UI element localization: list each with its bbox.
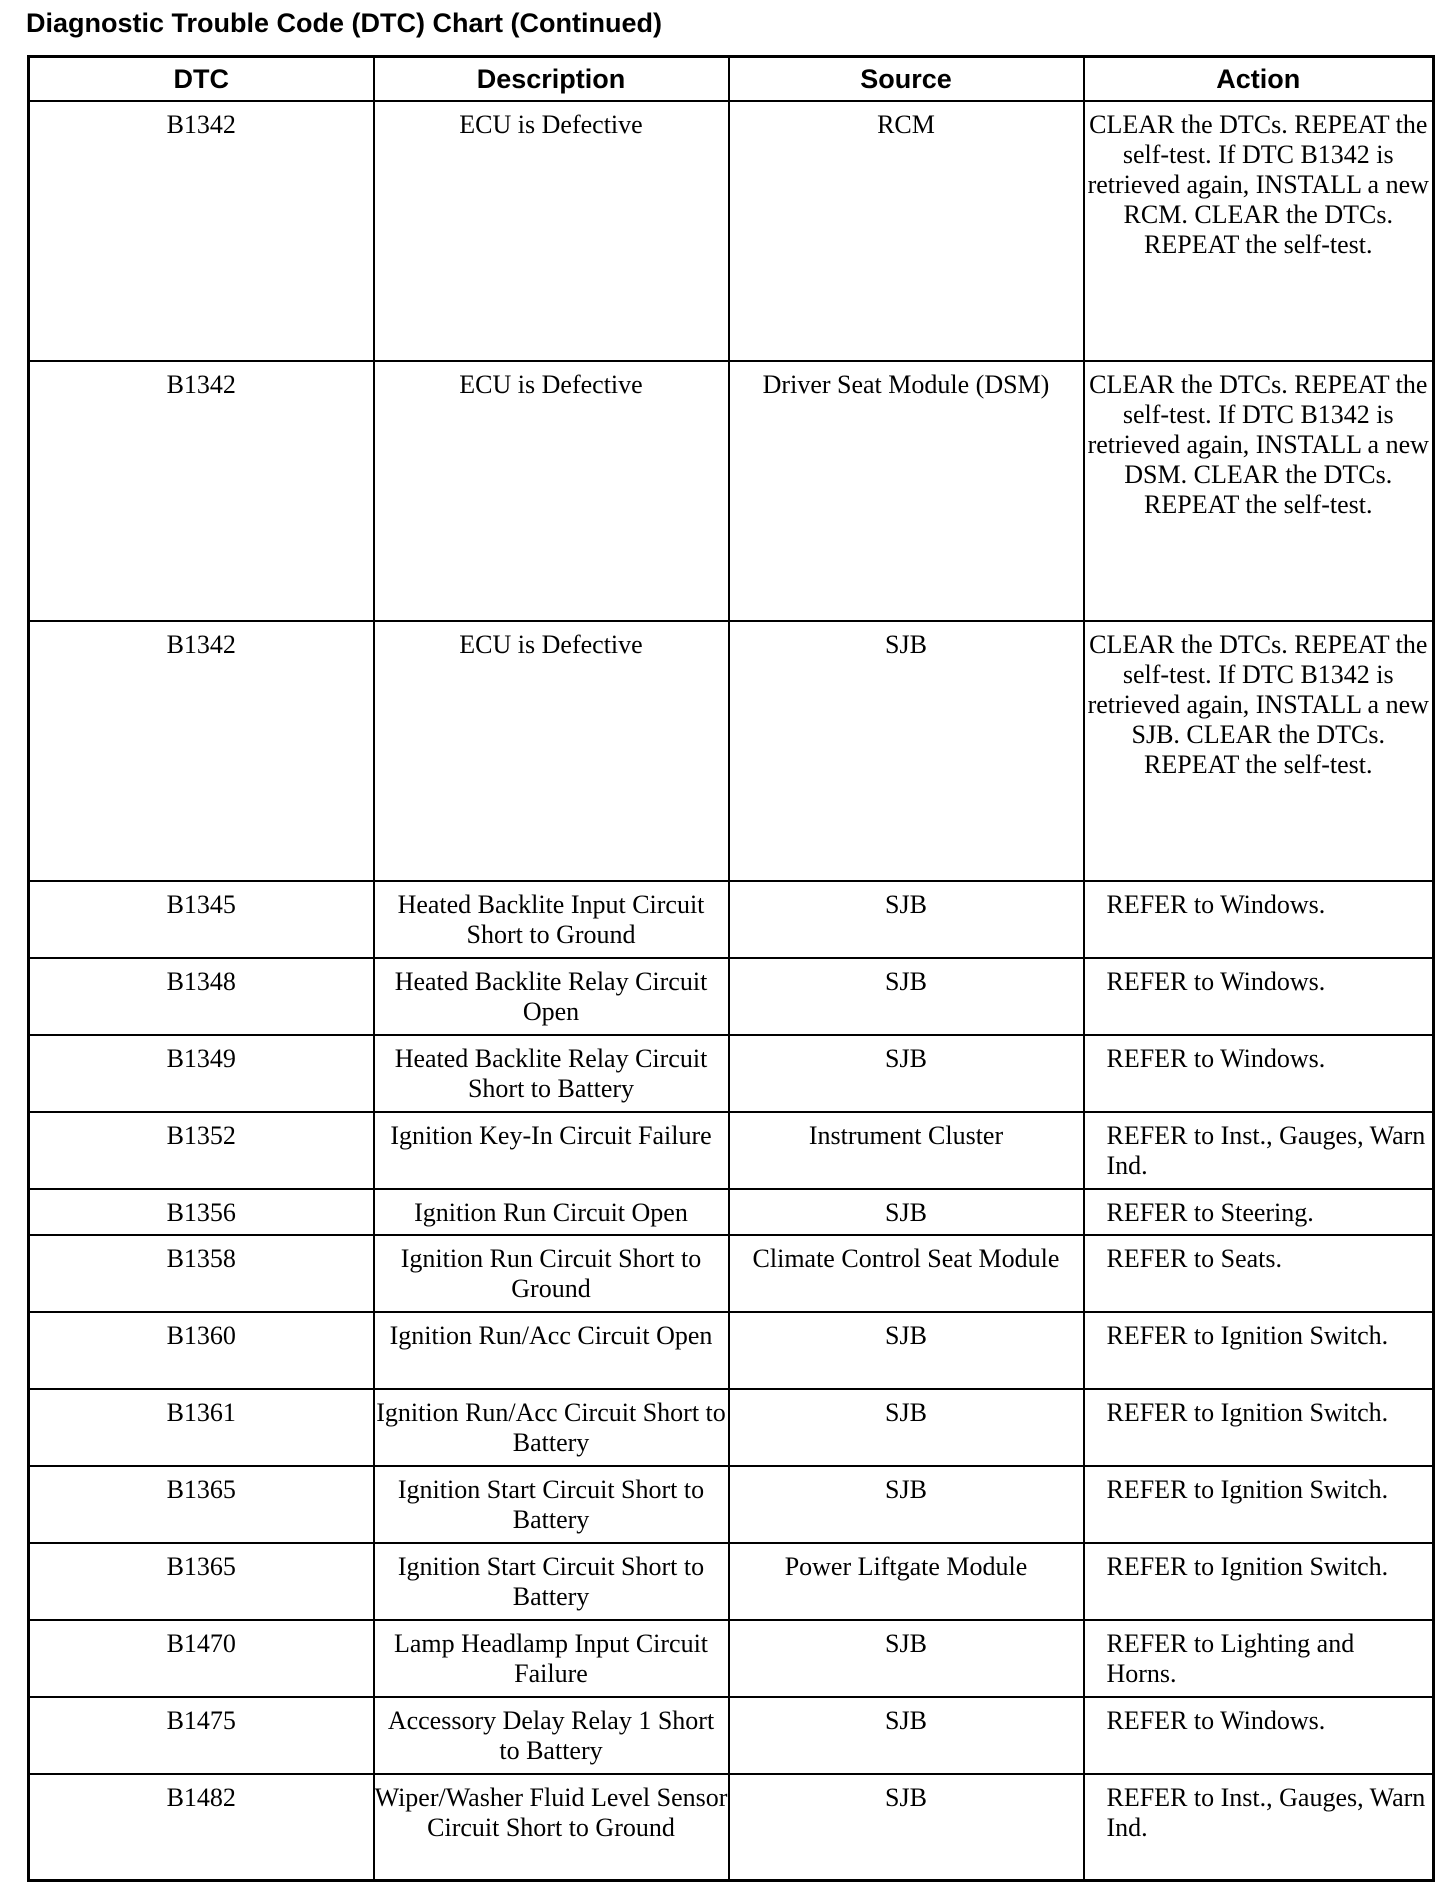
source-cell: Power Liftgate Module [729,1543,1084,1620]
table-row [29,1543,1434,1620]
table-row [29,958,1434,1035]
table-row [29,881,1434,958]
page-title: Diagnostic Trouble Code (DTC) Chart (Continued) [26,8,662,38]
dtc-cell: B1342 [29,101,374,361]
action-cell: REFER to Inst., Gauges, Warn Ind. [1084,1112,1434,1189]
table-row [29,1112,1434,1189]
action-cell: REFER to Ignition Switch. [1084,1543,1434,1620]
source-cell: Instrument Cluster [729,1112,1084,1189]
action-cell: REFER to Seats. [1084,1235,1434,1312]
source-cell: SJB [729,1189,1084,1235]
table-row [29,1035,1434,1112]
description-cell: Ignition Run Circuit Short to Ground [374,1235,729,1312]
dtc-chart-table [27,55,1435,1882]
source-cell: SJB [729,958,1084,1035]
description-cell: ECU is Defective [374,621,729,881]
table-row [29,1697,1434,1774]
action-cell: REFER to Inst., Gauges, Warn Ind. [1084,1774,1434,1881]
table-row [29,101,1434,361]
dtc-cell: B1348 [29,958,374,1035]
source-cell: Driver Seat Module (DSM) [729,361,1084,621]
source-cell: RCM [729,101,1084,361]
table-row [29,621,1434,881]
dtc-cell: B1345 [29,881,374,958]
description-cell: Ignition Run Circuit Open [374,1189,729,1235]
action-cell: REFER to Windows. [1084,1697,1434,1774]
action-cell: REFER to Ignition Switch. [1084,1312,1434,1389]
description-cell: Accessory Delay Relay 1 Short to Battery [374,1697,729,1774]
dtc-cell: B1482 [29,1774,374,1881]
description-cell: Ignition Run/Acc Circuit Open [374,1312,729,1389]
description-cell: ECU is Defective [374,101,729,361]
action-cell: REFER to Lighting and Horns. [1084,1620,1434,1697]
description-cell: Heated Backlite Input Circuit Short to Ground [374,881,729,958]
table-row [29,1312,1434,1389]
description-cell: Heated Backlite Relay Circuit Open [374,958,729,1035]
table-row [29,1389,1434,1466]
source-cell: SJB [729,1035,1084,1112]
dtc-cell: B1475 [29,1697,374,1774]
source-cell: SJB [729,881,1084,958]
action-cell: CLEAR the DTCs. REPEAT the self-test. If DTC B1342 is retrieved again, INSTALL a new RCM. CLEAR the DTCs. REPEAT the self-test. [1084,101,1434,361]
action-cell: CLEAR the DTCs. REPEAT the self-test. If DTC B1342 is retrieved again, INSTALL a new DSM. CLEAR the DTCs. REPEAT the self-test. [1084,361,1434,621]
description-cell: Wiper/Washer Fluid Level Sensor Circuit Short to Ground [374,1774,729,1881]
dtc-cell: B1365 [29,1466,374,1543]
source-cell: Climate Control Seat Module [729,1235,1084,1312]
header-description: Description [374,57,729,102]
dtc-cell: B1360 [29,1312,374,1389]
description-cell: Ignition Run/Acc Circuit Short to Battery [374,1389,729,1466]
description-cell: Lamp Headlamp Input Circuit Failure [374,1620,729,1697]
description-cell: Ignition Start Circuit Short to Battery [374,1543,729,1620]
source-cell: SJB [729,1312,1084,1389]
dtc-cell: B1342 [29,621,374,881]
header-source: Source [729,57,1084,102]
action-cell: REFER to Windows. [1084,881,1434,958]
source-cell: SJB [729,1697,1084,1774]
table-row [29,1466,1434,1543]
header-dtc: DTC [29,57,374,102]
table-row [29,1235,1434,1312]
action-cell: CLEAR the DTCs. REPEAT the self-test. If DTC B1342 is retrieved again, INSTALL a new SJB. CLEAR the DTCs. REPEAT the self-test. [1084,621,1434,881]
dtc-cell: B1342 [29,361,374,621]
action-cell: REFER to Windows. [1084,958,1434,1035]
source-cell: SJB [729,1466,1084,1543]
dtc-cell: B1349 [29,1035,374,1112]
action-cell: REFER to Ignition Switch. [1084,1466,1434,1543]
source-cell: SJB [729,621,1084,881]
dtc-cell: B1356 [29,1189,374,1235]
table-row [29,1620,1434,1697]
action-cell: REFER to Steering. [1084,1189,1434,1235]
table-row [29,1189,1434,1235]
description-cell: ECU is Defective [374,361,729,621]
action-cell: REFER to Ignition Switch. [1084,1389,1434,1466]
table-row [29,361,1434,621]
source-cell: SJB [729,1389,1084,1466]
dtc-cell: B1361 [29,1389,374,1466]
source-cell: SJB [729,1774,1084,1881]
table-row [29,1774,1434,1881]
dtc-cell: B1470 [29,1620,374,1697]
header-action: Action [1084,57,1434,102]
description-cell: Ignition Start Circuit Short to Battery [374,1466,729,1543]
dtc-cell: B1365 [29,1543,374,1620]
action-cell: REFER to Windows. [1084,1035,1434,1112]
dtc-cell: B1358 [29,1235,374,1312]
description-cell: Ignition Key-In Circuit Failure [374,1112,729,1189]
description-cell: Heated Backlite Relay Circuit Short to Battery [374,1035,729,1112]
source-cell: SJB [729,1620,1084,1697]
dtc-cell: B1352 [29,1112,374,1189]
table-header-row [29,57,1434,102]
